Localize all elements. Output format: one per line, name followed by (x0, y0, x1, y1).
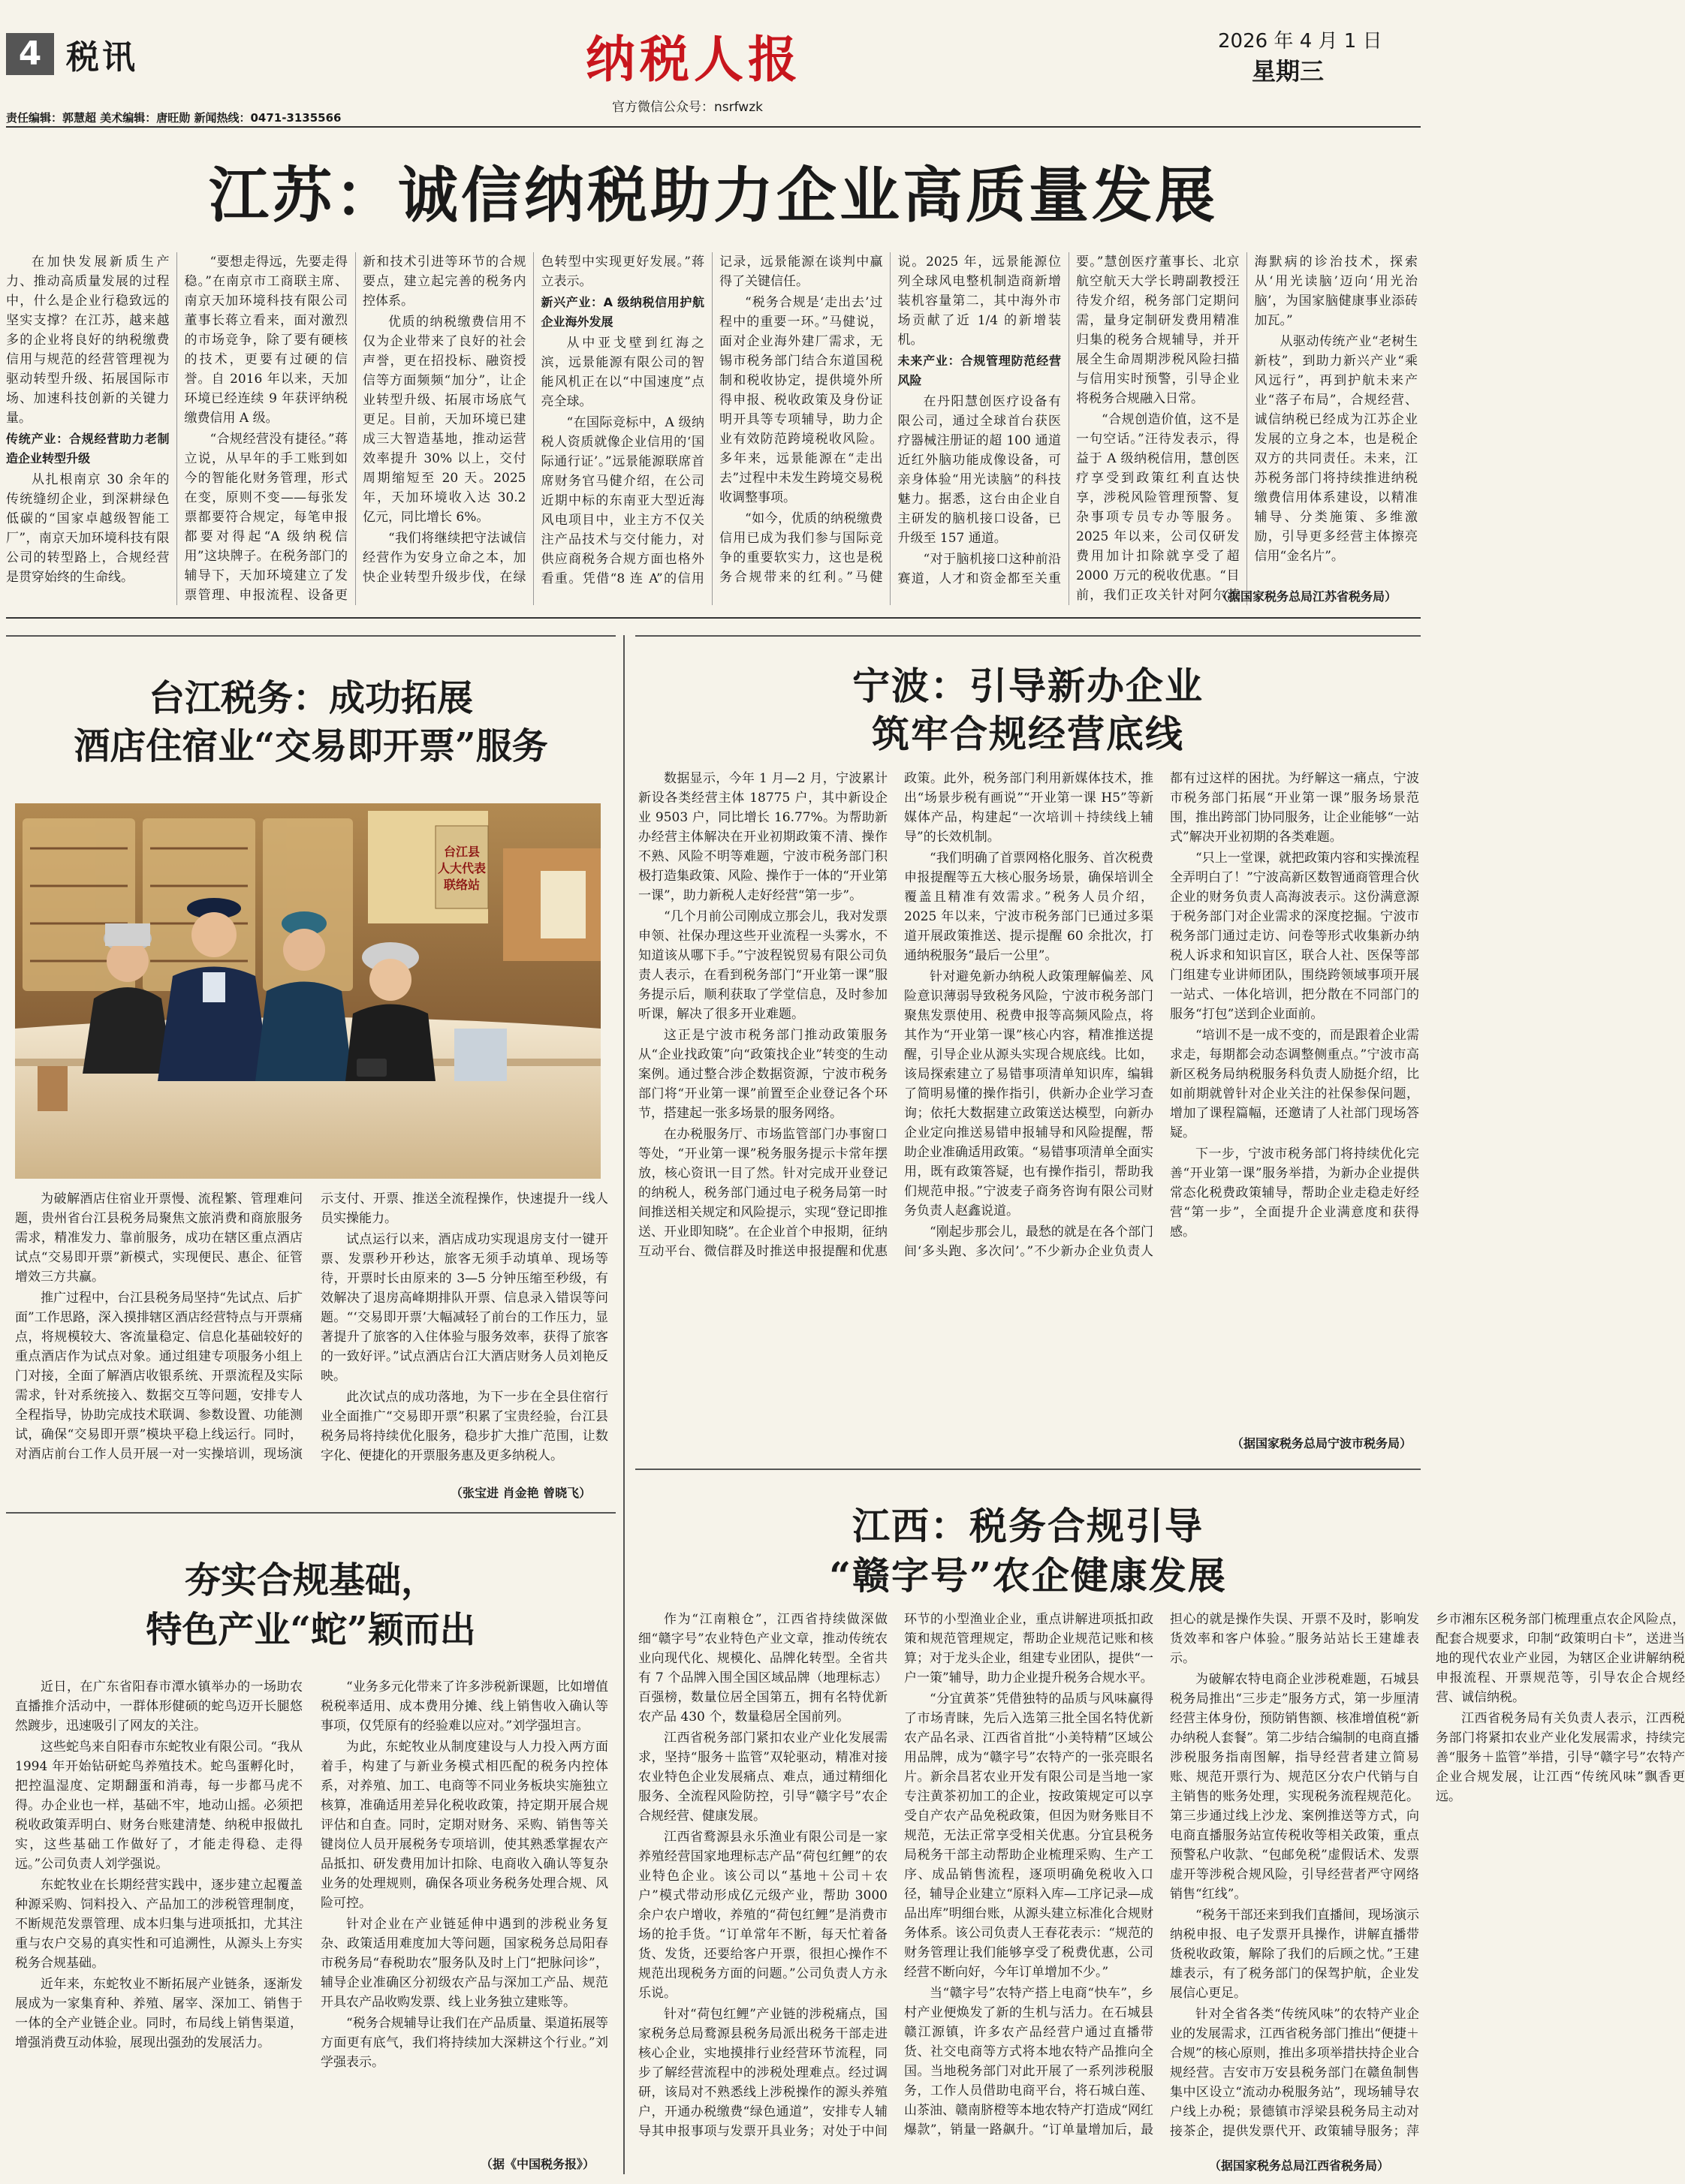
shetou-paragraph: 近年来，东蛇牧业不断拓展产业链条，逐渐发展成为一家集育种、养殖、屠宰、深加工、销售于一体的全产业链企业。同时，布局线上销售渠道，增强消费互动体验，展现出强劲的发展活力。 (15, 1977, 303, 2050)
lead-paragraph: “税务合规是‘走出去’过程中的重要一环。”马健说，面对企业海外建厂需求，无锡市税务部门结合东道国税制和税收协定，提供境外所得申报、税收政策及身份证明开具等专项辅导，助力企业有效防范跨境税收风险。多年来，远景能源在“走出去”过程中未发生跨境交易税收调整事项。 (719, 295, 883, 505)
jiangxi-paragraph: 江西省税务部门紧扣农业产业化发展需求，坚持“服务＋监管”双轮驱动，精准对接农业特色企业发展痛点、难点，通过精细化服务、全流程风险防控，引导“赣字号”农企合规经营、健康发展。 (638, 1731, 888, 1824)
shetou-paragraph: 针对企业在产业链延伸中遇到的涉税业务复杂、政策适用难度加大等问题，国家税务总局阳春市税务局“春税助农”服务队及时上门“把脉问诊”，辅导企业准确区分初级农产品与深加工产品、规范开具农产品收购发票、线上业务独立建账等。 (321, 1917, 608, 2010)
jiangxi-paragraph: 江西省税务局有关负责人表示，江西税务部门将紧扣农业产业化发展需求，持续完善“服务＋监管”举措，引导“赣字号”农特产企业合规发展，让江西“传统风味”飘香更远。 (1436, 1711, 1685, 1804)
ningbo-byline: （据国家税务总局宁波市税务局） (1231, 1436, 1412, 1450)
taijiang-title-line1: 台江税务：成功拓展 (148, 677, 473, 719)
lead-paragraph: “要想走得远，先要走得稳。”在南京市工商联主席、南京天加环境科技有限公司董事长蒋立看来，面对激烈的市场竞争，除了要有硬核的技术，更要有过硬的信誉。自 2016 年以来，天加环境已经连续 9 年获评纳税缴费信用 A 级。 (184, 255, 348, 426)
taijiang-paragraph: 为破解酒店住宿业开票慢、流程繁、管理难问题，贵州省台江县税务局聚焦文旅消费和商旅服务需求，精准发力、靠前服务，成功在辖区重点酒店试点“交易即开票”新模式，实现便民、惠企、征管增效三方共赢。 (15, 1191, 303, 1285)
taijiang-paragraph: 推广过程中，台江县税务局坚持“先试点、后扩面”工作思路，深入摸排辖区酒店经营特点与开票痛点，将规模较大、客流量稳定、信息化基础较好的重点酒店作为试点对象。通过组建专项服务小组上门对接，全面了解酒店收银系统、开票流程及实际需求，针对系统接入、数据交互等问题，安排专人全程指导，协助完成技术联调、参数设置、功能测试，确保“交易即开票”模块平稳上线运行。同时，对酒店前台工作人员开展一对一实操培训，现场演示支付、开票、推送全流程操作，快速提升一线人员实操能力。 (15, 1191, 608, 1462)
column-divider (623, 635, 625, 2174)
lead-paragraph: 从扎根南京 30 余年的传统缝纫企业，到深耕绿色低碳的“国家卓越级智能工厂”，南京天加环境科技有限公司的转型路上，合规经营是贯穿始终的生命线。 (6, 472, 170, 585)
page-badge (6, 33, 138, 75)
hotel-photo-illustration (15, 803, 601, 1179)
lead-title: 江苏：诚信纳税助力企业高质量发展 (209, 160, 1218, 230)
ningbo-paragraph: “只上一堂课，就把政策内容和实操流程全弄明白了！”宁波高新区数智通商管理合伙企业的财务负责人高海波表示。这份满意源于税务部门对企业需求的深度挖掘。宁波市税务部门通过走访、问卷等形式收集新办纳税人诉求和知识盲区，联合人社、医保等部门组建专业讲师团队，围绕跨领域事项开展一站式、一体化培训，把分散在不同部门的服务“打包”送到企业面前。 (1170, 851, 1419, 1022)
taijiang-paragraph: 试点运行以来，酒店成功实现退房支付一键开票、发票秒开秒达，旅客无须手动填单、现场等待，开票时长由原来的 3—5 分钟压缩至秒级，有效解决了退房高峰期排队开票、信息录入错误等问题。“‘交易即开票’大幅减轻了前台的工作压力，显著提升了旅客的入住体验与服务效率，获得了旅客的一致好评。”试点酒店台江大酒店财务人员刘艳反映。 (321, 1232, 608, 1384)
staff-line: 责任编辑：郭慧超 美术编辑：唐旺勋 新闻热线：0471-3135566 (6, 111, 342, 125)
lead-paragraph: 优质的纳税缴费信用不仅为企业带来了良好的社会声誉，更在招投标、融资授信等方面频频“加分”，让企业转型升级、拓展市场底气更足。目前，天加环境已建成三大智造基地，推动运营效率提升 30% 以上，交付周期缩短至 20 天。2025 年，天加环境收入达 30.2 亿元，同比增长 6%。 (363, 315, 526, 525)
ningbo-title-line2: 筑牢合规经营底线 (872, 712, 1184, 756)
ningbo-paragraph: “培训不是一成不变的，而是跟着企业需求走，每期都会动态调整侧重点。”宁波市高新区税务局纳税服务科负责人励挺介绍，比如前期就曾针对企业关注的社保参保问题，增加了课程篇幅，还邀请了人社部门现场答疑。 (1170, 1028, 1419, 1140)
jiangxi-title (635, 1502, 1421, 1601)
ningbo-paragraph: “几个月前公司刚成立那会儿，我对发票申领、社保办理这些开业流程一头雾水，不知道该从哪下手。”宁波程锐贸易有限公司负责人表示，在看到税务部门“开业第一课”服务提示后，顺利获取了学堂信息，及时参加听课，解决了很多开业难题。 (638, 909, 888, 1022)
photo-sign-text: 台江县人大代表联络站 (437, 845, 487, 892)
shetou-paragraph: 东蛇牧业在长期经营实践中，逐步建立起覆盖种源采购、饲料投入、产品加工的涉税管理制度，不断规范发票管理、成本归集与进项抵扣，尤其注重与农户交易的真实性和可追溯性，从源头上夯实税务合规基础。 (15, 1878, 303, 1971)
lead-paragraph: 从驱动传统产业“老树生新枝”，到助力新兴产业“乘风远行”，再到护航未来产业“落子布局”，合规经营、诚信纳税已经成为江苏企业发展的立身之本，也是税企双方的共同责任。未来，江苏税务部门将持续推进纳税缴费信用体系建设，以精准辅导、分类施策、多维激励，引导更多经营主体擦亮信用“金名片”。 (1254, 334, 1418, 564)
wechat-account: 官方微信公众号：nsrfwzk (612, 100, 763, 115)
lead-paragraph: 在丹阳慧创医疗设备有限公司，通过全球首台获医疗器械注册证的超 100 通道近红外脑功能成像设备，可亲身体验“用光读脑”的科技魅力。据悉，这台由企业自主研发的脑机接口设备，已升级至 157 通道。 (897, 394, 1061, 546)
lead-paragraph: 未来产业：合规管理防范经营风险 (897, 354, 1061, 387)
shetou-paragraph: 这些蛇鸟来自阳春市东蛇牧业有限公司。“我从 1994 年开始钻研蛇鸟养殖技术。蛇鸟蛋孵化时，把控温湿度、定期翻蛋和消毒，每一步都马虎不得。办企业也一样，基础不牢，地动山摇。必须把税收政策弄明白、财务台账建清楚、纳税申报做扎实，这些基础工作做好了，才能走得稳、走得远。”公司负责人刘学强说。 (15, 1740, 303, 1872)
ningbo-title (635, 662, 1421, 758)
shetou-title-line1: 夯实合规基础， (184, 1559, 437, 1601)
lead-paragraph: “如今，优质的纳税缴费信用已成为我们参与国际竞争的重要软实力，这也是税务合规带来的红利。”马健说。2025 年，远景能源位列全球风电整机制造商新增装机容量第二，其中海外市场贡献了近 1/4 的新增装机。 (719, 255, 1061, 585)
ningbo-paragraph: 数据显示，今年 1 月—2 月，宁波累计新设各类经营主体 18775 户，其中新设企业 9503 户，同比增长 16.77%。为帮助新办经营主体解决在开业初期政策不清、操作不熟、风险不明等难题，宁波市税务部门积极打造集政策、风险、操作于一体的“开业第一课”，助力新税人走好经营“第一步”。 (638, 771, 888, 903)
shetou-title (6, 1556, 616, 1655)
section-name: 税讯 (66, 38, 138, 77)
taijiang-body (15, 1189, 608, 1482)
lead-byline: （据国家税务总局江苏省税务局） (1216, 589, 1397, 604)
shetou-paragraph: “税务合规辅导让我们在产品质量、渠道拓展等方面更有底气，我们将持续加大深耕这个行业。”刘学强表示。 (321, 2016, 608, 2070)
ningbo-body (638, 769, 1419, 1429)
jiangxi-paragraph: 针对全省各类“传统风味”的农特产业企业的发展需求，江西省税务部门推出“便捷＋合规”的核心原则，推出多项举措扶持企业合规经营。吉安市万安县税务部门在赣鱼制售集中区设立“流动办税服务站”，现场辅导农户线上办税；景德镇市浮梁县税务局主动对接茶企，提供发票代开、政策辅导服务；萍乡市湘东区税务部门梳理重点农企风险点，配套合规要求，印制“政策明白卡”，送进当地的现代农业产业园，为辖区企业讲解纳税申报流程、开票规范等，引导农企合规经营、诚信纳税。 (1170, 1612, 1685, 2139)
hotel-counter-photo (15, 803, 601, 1179)
jiangxi-paragraph: 当“赣字号”农特产搭上电商“快车”，乡村产业便焕发了新的生机与活力。在石城县赣江源镇，许多农产品经营户通过直播带货、社交电商等方式将本地农特产品推向全国。当地税务部门对此开展了一系列涉税服务，工作人员借助电商平台，将石城白莲、山茶油、赣南脐橙等本地农特产打造成“网红爆款”，销量一路飙升。“订单量增加后，最担心的就是操作失误、开票不及时，影响发货效率和客户体验。”服务站站长王建雄表示。 (904, 1612, 1419, 2137)
lead-body (6, 252, 1418, 605)
jiangxi-title-line2: “赣字号”农企健康发展 (829, 1553, 1227, 1598)
ningbo-title-line1: 宁波：引导新办企业 (852, 664, 1204, 708)
jiangxi-paragraph: 针对“荷包红鲤”产业链的涉税痛点，国家税务总局鹜源县税务局派出税务干部走进核心企业，实地摸排行业经营环节流程，同步了解经营流程中的涉税处理难点。经过调研，该局对不熟悉线上涉税操作的源头养殖户，开通办税缴费“绿色通道”，安排专人辅导其申报事项与发票开具业务；对处于中间环节的小型渔业企业，重点讲解进项抵扣政策和规范管理规定，帮助企业规范记账和核算；对于龙头企业，组建专业团队，提供“一户一策”辅导，助力企业提升税务合规水平。 (638, 1612, 1153, 2139)
masthead-rule (6, 126, 1421, 128)
jiangxi-body (638, 1610, 1685, 2150)
ningbo-paragraph: 在办税服务厅、市场监管部门办事窗口等处，“开业第一课”税务服务提示卡常年摆放，核心资讯一目了然。针对完成开业登记的纳税人，税务部门通过电子税务局第一时间推送相关规定和风险提示，实现“登记即推送、开业即知晓”。在企业首个申报期，征纳互动平台、微信群及时推送申报提醒和优惠政策。此外，税务部门利用新媒体技术，推出“场景步税有画说”“开业第一课 H5”等新媒体产品，构建起“一次培训＋持续线上辅导”的长效机制。 (638, 771, 1153, 1259)
paper-title: 纳税人报 (586, 30, 802, 89)
taijiang-top-rule (6, 635, 616, 637)
lead-paragraph: “对于脑机接口这种前沿赛道，人才和资金都至关重要。”慧创医疗董事长、北京航空航天大学长聘副教授汪待发介绍，税务部门定期问需，量身定制研发费用精准归集的税务合规辅导，并开展全生命周期涉税风险扫描与信用实时预警，引导企业将税务合规融入日常。 (897, 255, 1240, 586)
jiangxi-paragraph: “税务干部还来到我们直播间，现场演示纳税申报、电子发票开具操作，讲解直播带货税收政策，解除了我们的后顾之忧。”王建雄表示，有了税务部门的保驾护航，企业发展信心更足。 (1170, 1908, 1419, 2001)
shetou-paragraph: 近日，在广东省阳春市潭水镇举办的一场助农直播推介活动中，一群体形健硕的蛇鸟迈开长腿悠然踱步，迅速吸引了网友的关注。 (15, 1679, 303, 1734)
masthead (0, 0, 1427, 128)
ningbo-top-rule (635, 635, 1421, 637)
lead-bottom-rule (6, 617, 1421, 619)
lead-paragraph: “我们将继续把守法诚信经营作为安身立命之本，加快企业转型升级步伐，在绿色转型中实现更好发展。”蒋立表示。 (363, 255, 704, 585)
ningbo-paragraph: “我们明确了首票网格化服务、首次税费申报提醒等五大核心服务场景，确保培训全覆盖且精准有效需求。”税务人员介绍，2025 年以来，宁波市税务部门已通过多渠道开展政策推送、提示提醒 60 余批次，打通纳税服务“最后一公里”。 (904, 851, 1153, 963)
shetou-top-rule (6, 1512, 616, 1514)
lead-paragraph: 从中亚戈壁到红海之滨，远景能源有限公司的智能风机正在以“中国速度”点亮全球。 (541, 336, 704, 409)
taijiang-title-line2: 酒店住宿业“交易即开票”服务 (74, 725, 548, 767)
shetou-paragraph: “业务多元化带来了许多涉税新课题，比如增值税税率适用、成本费用分摊、线上销售收入确认等事项，仅凭原有的经验难以应对。”刘学强坦言。 (321, 1679, 608, 1734)
jiangxi-paragraph: “分宜黄茶”凭借独特的品质与风味赢得了市场青睐，先后入选第三批全国名特优新农产品名录、江西省首批“小美特精”区域公用品牌，成为“赣字号”农特产的一张亮眼名片。新余昌茗农业开发有限公司是当地一家专注黄茶初加工的企业，按政策规定可以享受自产农产品免税政策，但因为财务账目不规范，无法正常享受相关优惠。分宜县税务局税务干部主动帮助企业梳理采购、生产工序、成品销售流程，逐项明确免税收入口径，辅导企业建立“原料入库—工序记录—成品出库”明细台账，从源头建立标准化合规财务体系。该公司负责人王春花表示：“规范的财务管理让我们能够享受了税费优惠，公司经营不断向好，今年订单增加不少。” (904, 1691, 1153, 1980)
jiangxi-paragraph: 作为“江南粮仓”，江西省持续做深做细“赣字号”农业特色产业文章，推动传统农业向现代化、规模化、品牌化转型。全省共有 7 个品牌入围全国区域品牌（地理标志）百强榜，数量位居全国第五，拥有名特优新农产品 430 个，数量稳居全国前列。 (638, 1612, 888, 1725)
ningbo-paragraph: 下一步，宁波市税务部门将持续优化完善“开业第一课”服务举措，为新办企业提供常态化税费政策辅导，帮助企业走稳走好经营“第一步”，全面提升企业满意度和获得感。 (1170, 1146, 1419, 1240)
taijiang-byline: （张宝进 肖金艳 曾晓飞） (451, 1486, 592, 1500)
jiangxi-paragraph: 江西省鹜源县永乐渔业有限公司是一家养殖经营国家地理标志产品“荷包红鲤”的农业特色企业。该公司以“基地＋公司＋农户”模式带动形成亿元级产业，帮助 3000 余户农户增收，养殖的“荷包红鲤”是消费市场的抢手货。“订单常年不断，每天忙着备货、发货，还要给客户开票，很担心操作不规范出现税务方面的问题。”公司负责人方永乐说。 (638, 1830, 888, 2001)
lead-paragraph: “合规创造价值，这不是一句空话。”汪待发表示，得益于 A 级纳税信用，慧创医疗享受到政策红利直达快享，涉税风险管理预警、复杂事项专员专办等服务。2025 年以来，公司仅研发费用加计扣除就享受了超 2000 万元的税收优惠。“目前，我们正攻关针对阿尔茨海默病的诊治技术，探索从‘用光读脑’迈向‘用光治脑’，为国家脑健康事业添砖加瓦。” (1076, 255, 1418, 603)
lead-paragraph: 传统产业：合规经营助力老制造企业转型升级 (6, 432, 170, 465)
shetou-body (15, 1677, 608, 2143)
jiangxi-byline: （据国家税务总局江西省税务局） (1209, 2158, 1390, 2173)
issue-date: 2026 年 4 月 1 日 (1218, 30, 1382, 53)
taijiang-title (6, 674, 616, 770)
issue-weekday: 星期三 (1252, 57, 1325, 86)
ningbo-paragraph: “刚起步那会儿，最愁的就是在各个部门间‘多头跑、多次问’。”不少新办企业负责人都有过这样的困扰。为纾解这一痛点，宁波市税务部门拓展“开业第一课”服务场景范围，推出跨部门协同服务，让企业能够“一站式”解决开业初期的各类难题。 (904, 771, 1419, 1259)
jiangxi-top-rule (635, 1469, 1421, 1470)
jiangxi-paragraph: 为破解农特电商企业涉税难题，石城县税务局推出“三步走”服务方式，第一步厘清经营主体身份，预防销售额、核准增值税“新办纳税人套餐”。第二步结合编制的电商直播涉税服务指南图解，指导经营者建立简易账、规范开票行为、规范区分农户代销与自主销售的账务处理，实现税务流程规范化。第三步通过线上沙龙、案例推送等方式，向电商直播服务站宣传税收等相关政策，重点预警私户收款、“包邮免税”虚假话术、发票虚开等涉税合规风险，引导经营者严守网络销售“红线”。 (1170, 1672, 1419, 1902)
lead-paragraph: 在加快发展新质生产力、推动高质量发展的过程中，什么是企业行稳致远的坚实支撑？在江苏，越来越多的企业将良好的纳税缴费信用与规范的经营管理视为驱动转型升级、拓展国际市场、加速科技创新的关键力量。 (6, 255, 170, 426)
shetou-paragraph: 为此，东蛇牧业从制度建设与人力投入两方面着手，构建了与新业务模式相匹配的税务内控体系，对养殖、加工、电商等不同业务板块实施独立核算，准确适用差异化税收政策，持定期开展合规评估和自查。同时，定期对财务、采购、销售等关键岗位人员开展税务专项培训，使其熟悉掌握农产品抵扣、研发费用加计扣除、电商收入确认等复杂业务的处理规则，确保各项业务税务处理合规、风险可控。 (321, 1740, 608, 1911)
taijiang-paragraph: 此次试点的成功落地，为下一步在全县住宿行业全面推广“交易即开票”积累了宝贵经验，台江县税务局将持续优化服务，稳步扩大推广范围，让数字化、便捷化的开票服务惠及更多纳税人。 (321, 1390, 608, 1463)
lead-paragraph: “在国际竞标中，A 级纳税人资质就像企业信用的‘国际通行证’。”远景能源联席首席财务官马健介绍，在公司近期中标的东南亚大型近海风电项目中，业主方不仅关注产品技术与交付能力，对供应商税务合规方面也格外看重。凭借“8 连 A”的信用记录，远景能源在谈判中赢得了关键信任。 (541, 255, 883, 586)
shetou-byline: （据《中国税务报》） (481, 2157, 595, 2171)
jiangxi-title-line1: 江西：税务合规引导 (852, 1504, 1204, 1548)
page-number: 4 (6, 33, 54, 75)
ningbo-paragraph: 针对避免新办纳税人政策理解偏差、风险意识薄弱导致税务风险，宁波市税务部门聚焦发票使用、税费申报等高频风险点，将其作为“开业第一课”核心内容，精准推送提醒，引导企业从源头实现合规底线。比如，该局探索建立了易错事项清单知识库，编辑了简明易懂的操作指引，供新办企业学习查询；依托大数据建立政策送达模型，向新办企业定向推送易错申报辅导和风险提醒，帮助企业准确适用政策。“易错事项清单全面实用，既有政策答疑，也有操作指引，帮助我们规范申报。”宁波麦子商务咨询有限公司财务负责人赵鑫说道。 (904, 969, 1153, 1219)
ningbo-paragraph: 这正是宁波市税务部门推动政策服务从“企业找政策”向“政策找企业”转变的生动案例。通过整合涉企数据资源，宁波市税务部门将“开业第一课”前置至企业登记各个环节，搭建起一张多场景的服务网络。 (638, 1028, 888, 1121)
lead-paragraph: “合规经营没有捷径。”蒋立说，从早年的手工账到如今的智能化财务管理，形式在变，原则不变——每张发票都要符合规定，每笔申报都要对得起“A 级纳税信用”这块牌子。在税务部门的辅导下，天加环境建立了发票管理、申报流程、设备更新和技术引进等环节的合规要点，建立起完善的税务内控体系。 (184, 255, 526, 603)
shetou-title-line2: 特色产业“蛇”颖而出 (146, 1609, 476, 1651)
lead-paragraph: 新兴产业：A 级纳税信用护航企业海外发展 (541, 295, 704, 329)
